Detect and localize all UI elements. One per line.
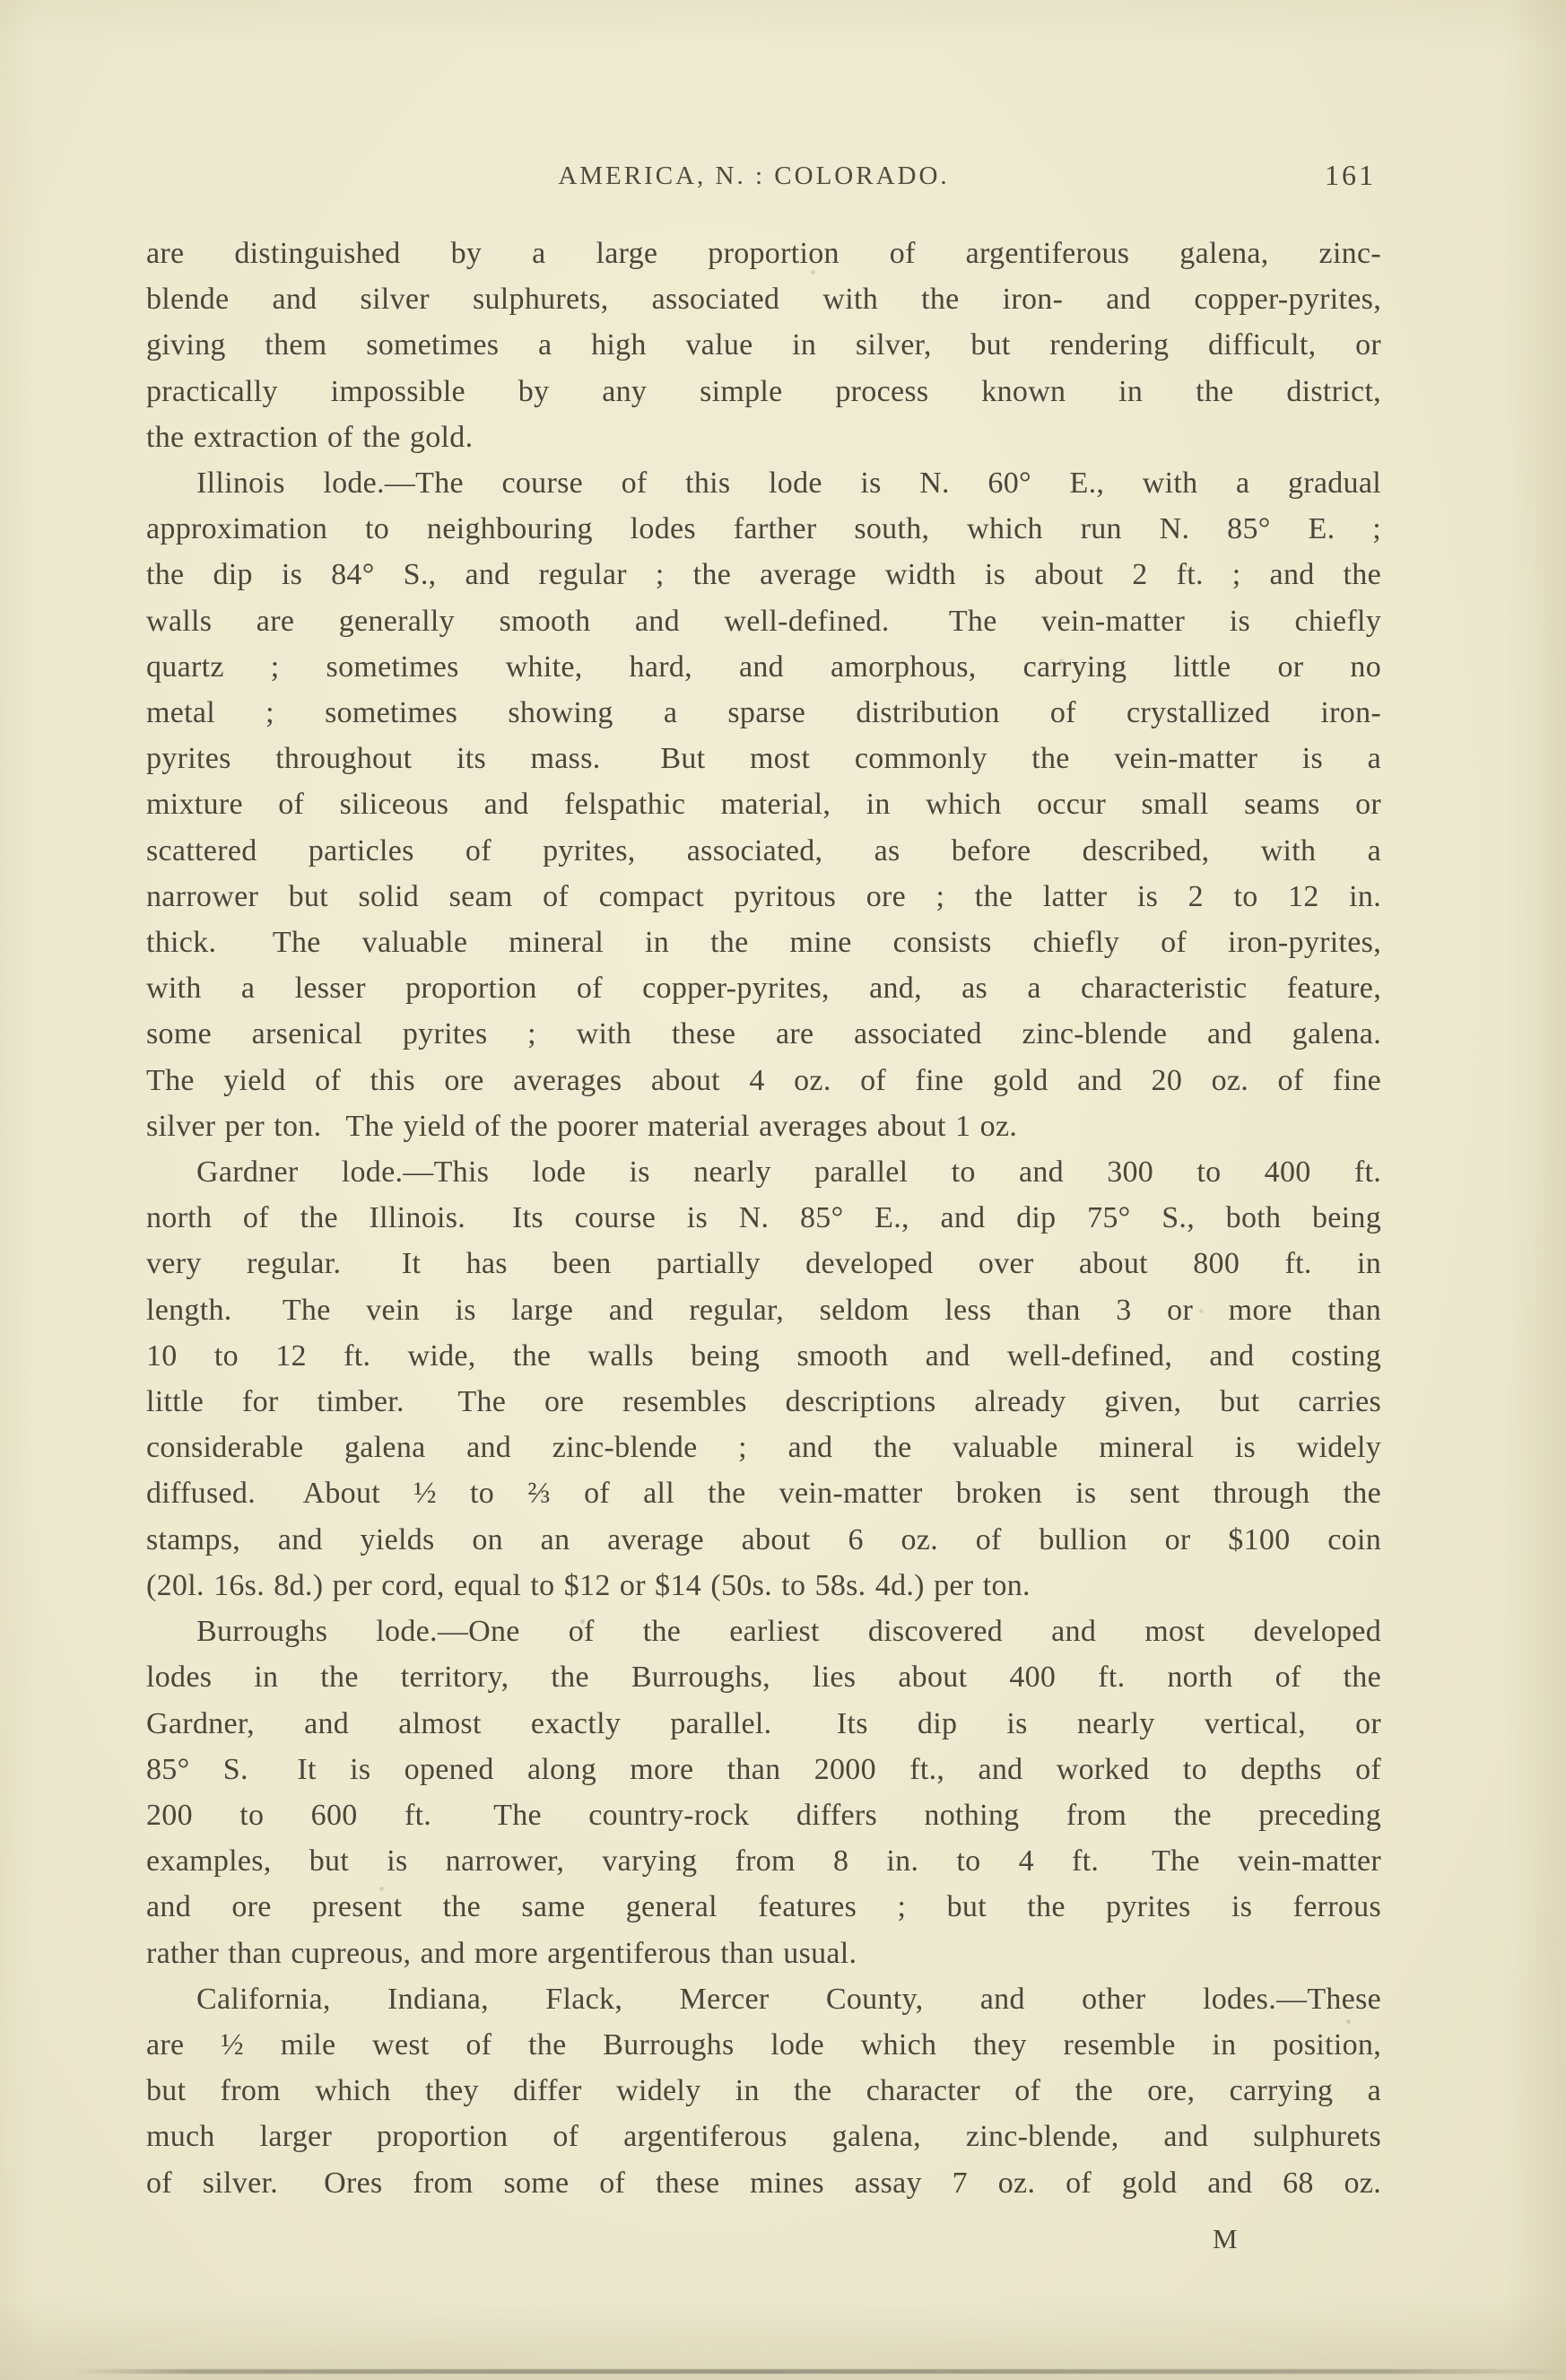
text-line: California, Indiana, Flack, Mercer County, and other lodes.—These [196, 1982, 1381, 2016]
paragraph [146, 1608, 1381, 1976]
text-line: some arsenical pyrites ; with these are associated zinc-blende and galena. [146, 1017, 1381, 1051]
signature-mark: M [1213, 2223, 1238, 2254]
text-line: the dip is 84° S., and regular ; the average width is about 2 ft. ; and the [146, 558, 1381, 592]
text-line: considerable galena and zinc-blende ; and the valuable mineral is widely [146, 1431, 1381, 1465]
text-line: with a lesser proportion of copper-pyrites, and, as a characteristic feature, [146, 972, 1381, 1006]
text-line: the extraction of the gold. [146, 420, 474, 454]
text-line: little for timber. The ore resembles descriptions already given, but carries [146, 1385, 1381, 1419]
text-line: Gardner lode.—This lode is nearly parallel to and 300 to 400 ft. [196, 1155, 1381, 1190]
text-line: lodes in the territory, the Burroughs, lies about 400 ft. north of the [146, 1661, 1381, 1695]
paragraph [146, 231, 1381, 460]
text-line: 200 to 600 ft. The country-rock differs nothing from the preceding [146, 1798, 1381, 1832]
paragraph [146, 1976, 1381, 2206]
text-line: blende and silver sulphurets, associated with the iron- and copper-pyrites, [146, 283, 1381, 317]
text-line: Burroughs lode.—One of the earliest discovered and most developed [196, 1615, 1381, 1649]
text-line: much larger proportion of argentiferous galena, zinc-blende, and sulphurets [146, 2120, 1381, 2154]
paragraph [146, 1149, 1381, 1608]
text-line: but from which they differ widely in the character of the ore, carrying a [146, 2074, 1381, 2108]
text-line: scattered particles of pyrites, associated, as before described, with a [146, 833, 1381, 867]
text-line: very regular. It has been partially developed over about 800 ft. in [146, 1247, 1381, 1281]
text-line: north of the Illinois. Its course is N. 85° E., and dip 75° S., both being [146, 1201, 1381, 1235]
text-line: (20l. 16s. 8d.) per cord, equal to $12 or $14 (50s. to 58s. 4d.) per ton. [146, 1568, 1031, 1602]
text-line: quartz ; sometimes white, hard, and amorphous, carrying little or no [146, 649, 1381, 684]
text-line: walls are generally smooth and well-defined. The vein-matter is chiefly [146, 604, 1381, 638]
text-line: silver per ton. The yield of the poorer material averages about 1 oz. [146, 1109, 1018, 1143]
text-line: rather than cupreous, and more argentiferous than usual. [146, 1936, 857, 1970]
running-header-title: AMERICA, N. : COLORADO. [558, 161, 950, 190]
text-line: are distinguished by a large proportion of argentiferous galena, zinc- [146, 237, 1381, 270]
text-line: 10 to 12 ft. wide, the walls being smooth and well-defined, and costing [146, 1338, 1381, 1373]
text-line: mixture of siliceous and felspathic material, in which occur small seams or [146, 788, 1381, 822]
page-bottom-edge-shadow [74, 2369, 1566, 2374]
text-line: metal ; sometimes showing a sparse distribution of crystallized iron- [146, 696, 1381, 730]
text-line: and ore present the same general features ; but the pyrites is ferrous [146, 1890, 1381, 1924]
text-line: length. The vein is large and regular, seldom less than 3 or more than [146, 1293, 1381, 1327]
text-block [146, 231, 1381, 2206]
text-line: are ½ mile west of the Burroughs lode which they resemble in position, [146, 2027, 1381, 2062]
text-line: pyrites throughout its mass. But most commonly the vein-matter is a [146, 742, 1381, 776]
page-header [146, 161, 1381, 201]
text-line: approximation to neighbouring lodes farther south, which run N. 85° E. ; [146, 512, 1381, 546]
text-line: The yield of this ore averages about 4 oz. of fine gold and 20 oz. of fine [146, 1063, 1381, 1097]
paragraph [146, 460, 1381, 1149]
text-line: of silver. Ores from some of these mines assay 7 oz. of gold and 68 oz. [146, 2166, 1381, 2200]
text-line: Illinois lode.—The course of this lode is N. 60° E., with a gradual [196, 466, 1381, 501]
text-line: practically impossible by any simple process known in the district, [146, 374, 1381, 408]
text-line: giving them sometimes a high value in silver, but rendering difficult, or [146, 328, 1381, 362]
page-number: 161 [1325, 159, 1376, 191]
text-line: narrower but solid seam of compact pyritous ore ; the latter is 2 to 12 in. [146, 879, 1381, 913]
text-line: 85° S. It is opened along more than 2000 ft., and worked to depths of [146, 1752, 1381, 1786]
text-line: examples, but is narrower, varying from 8 in. to 4 ft. The vein-matter [146, 1844, 1381, 1879]
paper-specks [0, 0, 3, 3]
text-line: thick. The valuable mineral in the mine consists chiefly of iron-pyrites, [146, 926, 1381, 960]
text-line: diffused. About ½ to ⅔ of all the vein-matter broken is sent through the [146, 1477, 1381, 1511]
text-line: Gardner, and almost exactly parallel. Its dip is nearly vertical, or [146, 1706, 1381, 1740]
text-line: stamps, and yields on an average about 6 oz. of bullion or $100 coin [146, 1522, 1381, 1556]
